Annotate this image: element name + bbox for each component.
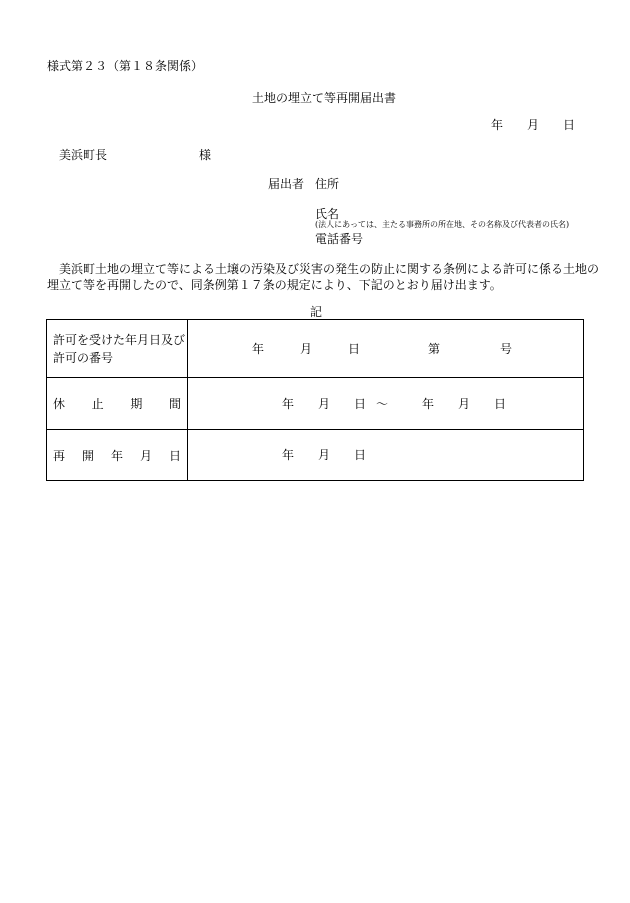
suspension-tilde: ～ [376,396,389,411]
suspension-end-month: 月 [458,396,471,411]
permit-month-label: 月 [300,341,313,356]
resume-label-cell [47,430,188,481]
suspension-end-year: 年 [422,396,435,411]
suspension-value-cell[interactable] [188,378,584,430]
body-line-2: 埋立て等を再開したので、同条例第１７条の規定により、下記のとおり届け出ます。 [47,278,502,292]
suspension-label-char: 休 [53,397,66,411]
permit-label-line-2: 許可の番号 [53,350,114,365]
suspension-end-day: 日 [494,396,507,411]
ki-label: 記 [310,305,323,319]
applicant-label: 届出者 [268,177,305,191]
suspension-start-month: 月 [318,396,331,411]
permit-value-cell[interactable] [188,320,584,378]
suspension-label-cell [47,378,188,430]
permit-go-label: 号 [500,341,513,356]
phone-label: 電話番号 [315,232,364,246]
resume-label-char: 日 [168,448,181,463]
form-number: 様式第２３（第１８条関係） [47,59,204,73]
suspension-label-char: 間 [168,397,181,411]
body-line-1: 美浜町土地の埋立て等による土壌の汚染及び災害の発生の防止に関する条例による許可に係る土地の [59,262,600,276]
permit-label-line-1: 許可を受けた年月日及び [53,332,186,347]
permit-label-cell [47,320,188,378]
addressee: 美浜町長 [59,148,108,162]
name-note: (法人にあっては、主たる事務所の所在地、その名称及び代表者の氏名) [315,220,570,229]
resume-label-char: 開 [81,448,94,463]
suspension-start-year: 年 [282,396,295,411]
date-day-label: 日 [563,118,576,132]
name-label: 氏名 [315,207,340,221]
resume-label-char: 年 [110,448,123,463]
table-row-suspension [47,378,584,430]
address-label: 住所 [315,177,340,191]
table-row-resume [47,430,584,481]
resume-label-char: 月 [139,448,152,463]
resume-year-label: 年 [282,448,295,462]
resume-value-cell[interactable] [188,430,584,481]
notification-table [46,319,584,481]
suspension-label-char: 止 [91,397,104,411]
date-month-label: 月 [527,118,540,132]
resume-label-char: 再 [53,448,66,463]
resume-month-label: 月 [318,448,331,462]
permit-day-label: 日 [348,341,361,356]
table-row-permit [47,320,584,378]
permit-dai-label: 第 [428,341,441,356]
suspension-start-day: 日 [354,396,367,411]
honorific: 様 [199,148,212,162]
suspension-label-char: 期 [130,397,143,411]
resume-day-label: 日 [354,448,367,462]
permit-year-label: 年 [252,341,265,356]
date-year-label: 年 [491,118,504,132]
document-title: 土地の埋立て等再開届出書 [252,91,397,105]
